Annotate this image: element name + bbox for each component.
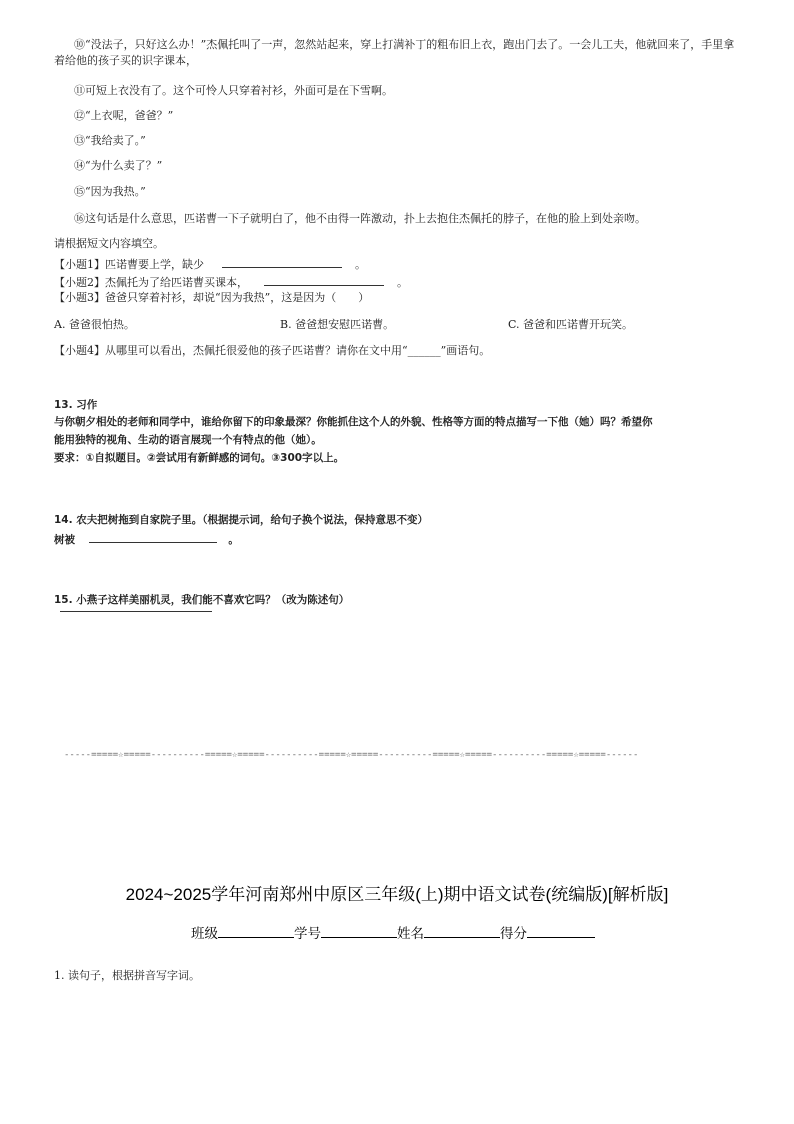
q14-answer-blank[interactable]	[89, 530, 217, 543]
q12-sub2: 【小题2】杰佩托为了给匹诺曹买课本， 。	[54, 273, 408, 291]
exam-question-1: 1. 读句子，根据拼音写字词。	[54, 969, 200, 982]
student-info-row	[191, 922, 595, 942]
passage-paragraph-16: ⑯这句话是什么意思，匹诺曹一下子就明白了，他不由得一阵激动，扑上去抱住杰佩托的脖子，在他的脸上到处亲吻。	[74, 212, 646, 225]
q12-sub4: 【小题4】从哪里可以看出，杰佩托很爱他的孩子匹诺曹？请你在文中用“______”画语句。	[54, 344, 491, 357]
q14-heading: 14. 农夫把树拖到自家院子里。（根据提示词，给句子换个说法，保持意思不变）	[54, 514, 429, 526]
id-field[interactable]	[321, 923, 397, 938]
page-separator: -----=====☆=====----------=====☆=====----------=====☆=====----------=====☆=====----------=====☆=====------	[64, 750, 639, 760]
exam-title: 2024~2025学年河南郑州中原区三年级(上)期中语文试卷(统编版)[解析版]	[125, 885, 669, 904]
q13-heading: 13. 习作	[54, 399, 98, 411]
q15-answer-blank[interactable]	[60, 611, 212, 612]
q12-intro: 请根据短文内容填空。	[54, 237, 164, 250]
id-label: 学号	[294, 926, 321, 941]
q13-requirements: 要求：①自拟题目。②尝试用有新鲜感的词句。③300字以上。	[54, 452, 345, 464]
passage-paragraph-13: ⑬“我给卖了。”	[74, 134, 146, 147]
q12-sub3: 【小题3】爸爸只穿着衬衫，却说“因为我热”，这是因为（ ）	[54, 291, 370, 304]
passage-paragraph-14: ⑭“为什么卖了？”	[74, 159, 163, 172]
score-field[interactable]	[527, 923, 595, 938]
class-field[interactable]	[218, 923, 294, 938]
score-label: 得分	[500, 926, 527, 941]
q15-heading: 15. 小燕子这样美丽机灵，我们能不喜欢它吗？（改为陈述句）	[54, 594, 350, 606]
q13-line-2: 能用独特的视角、生动的语言展现一个有特点的他（她）。	[54, 434, 322, 446]
class-label: 班级	[191, 926, 218, 941]
q12-sub1: 【小题1】匹诺曹要上学，缺少 。	[54, 255, 366, 273]
q12-sub1-blank[interactable]	[222, 255, 342, 268]
passage-paragraph-11: ⑪可短上衣没有了。这个可怜人只穿着衬衫，外面可是在下雪啊。	[74, 84, 393, 97]
q12-option-c[interactable]: C. 爸爸和匹诺曹开玩笑。	[508, 318, 634, 331]
q12-option-a[interactable]: A. 爸爸很怕热。	[54, 318, 135, 331]
name-label: 姓名	[397, 926, 424, 941]
q12-sub2-blank[interactable]	[264, 273, 384, 286]
name-field[interactable]	[424, 923, 500, 938]
q13-line-1: 与你朝夕相处的老师和同学中，谁给你留下的印象最深？你能抓住这个人的外貌、性格等方面的特点描写一下他（她）吗？希望你	[54, 416, 653, 428]
passage-paragraph-12: ⑫“上衣呢，爸爸？”	[74, 109, 174, 122]
passage-paragraph-10: ⑩“没法子，只好这么办！”杰佩托叫了一声，忽然站起来，穿上打满补丁的粗布旧上衣，跑出门去了。一会儿工夫，他就回来了，手里拿着给他的孩子买的识字课本，	[54, 38, 735, 67]
q14-answer-line: 树被 。	[54, 530, 239, 548]
passage-paragraph-15: ⑮“因为我热。”	[74, 185, 146, 198]
q12-option-b[interactable]: B. 爸爸想安慰匹诺曹。	[280, 318, 395, 331]
